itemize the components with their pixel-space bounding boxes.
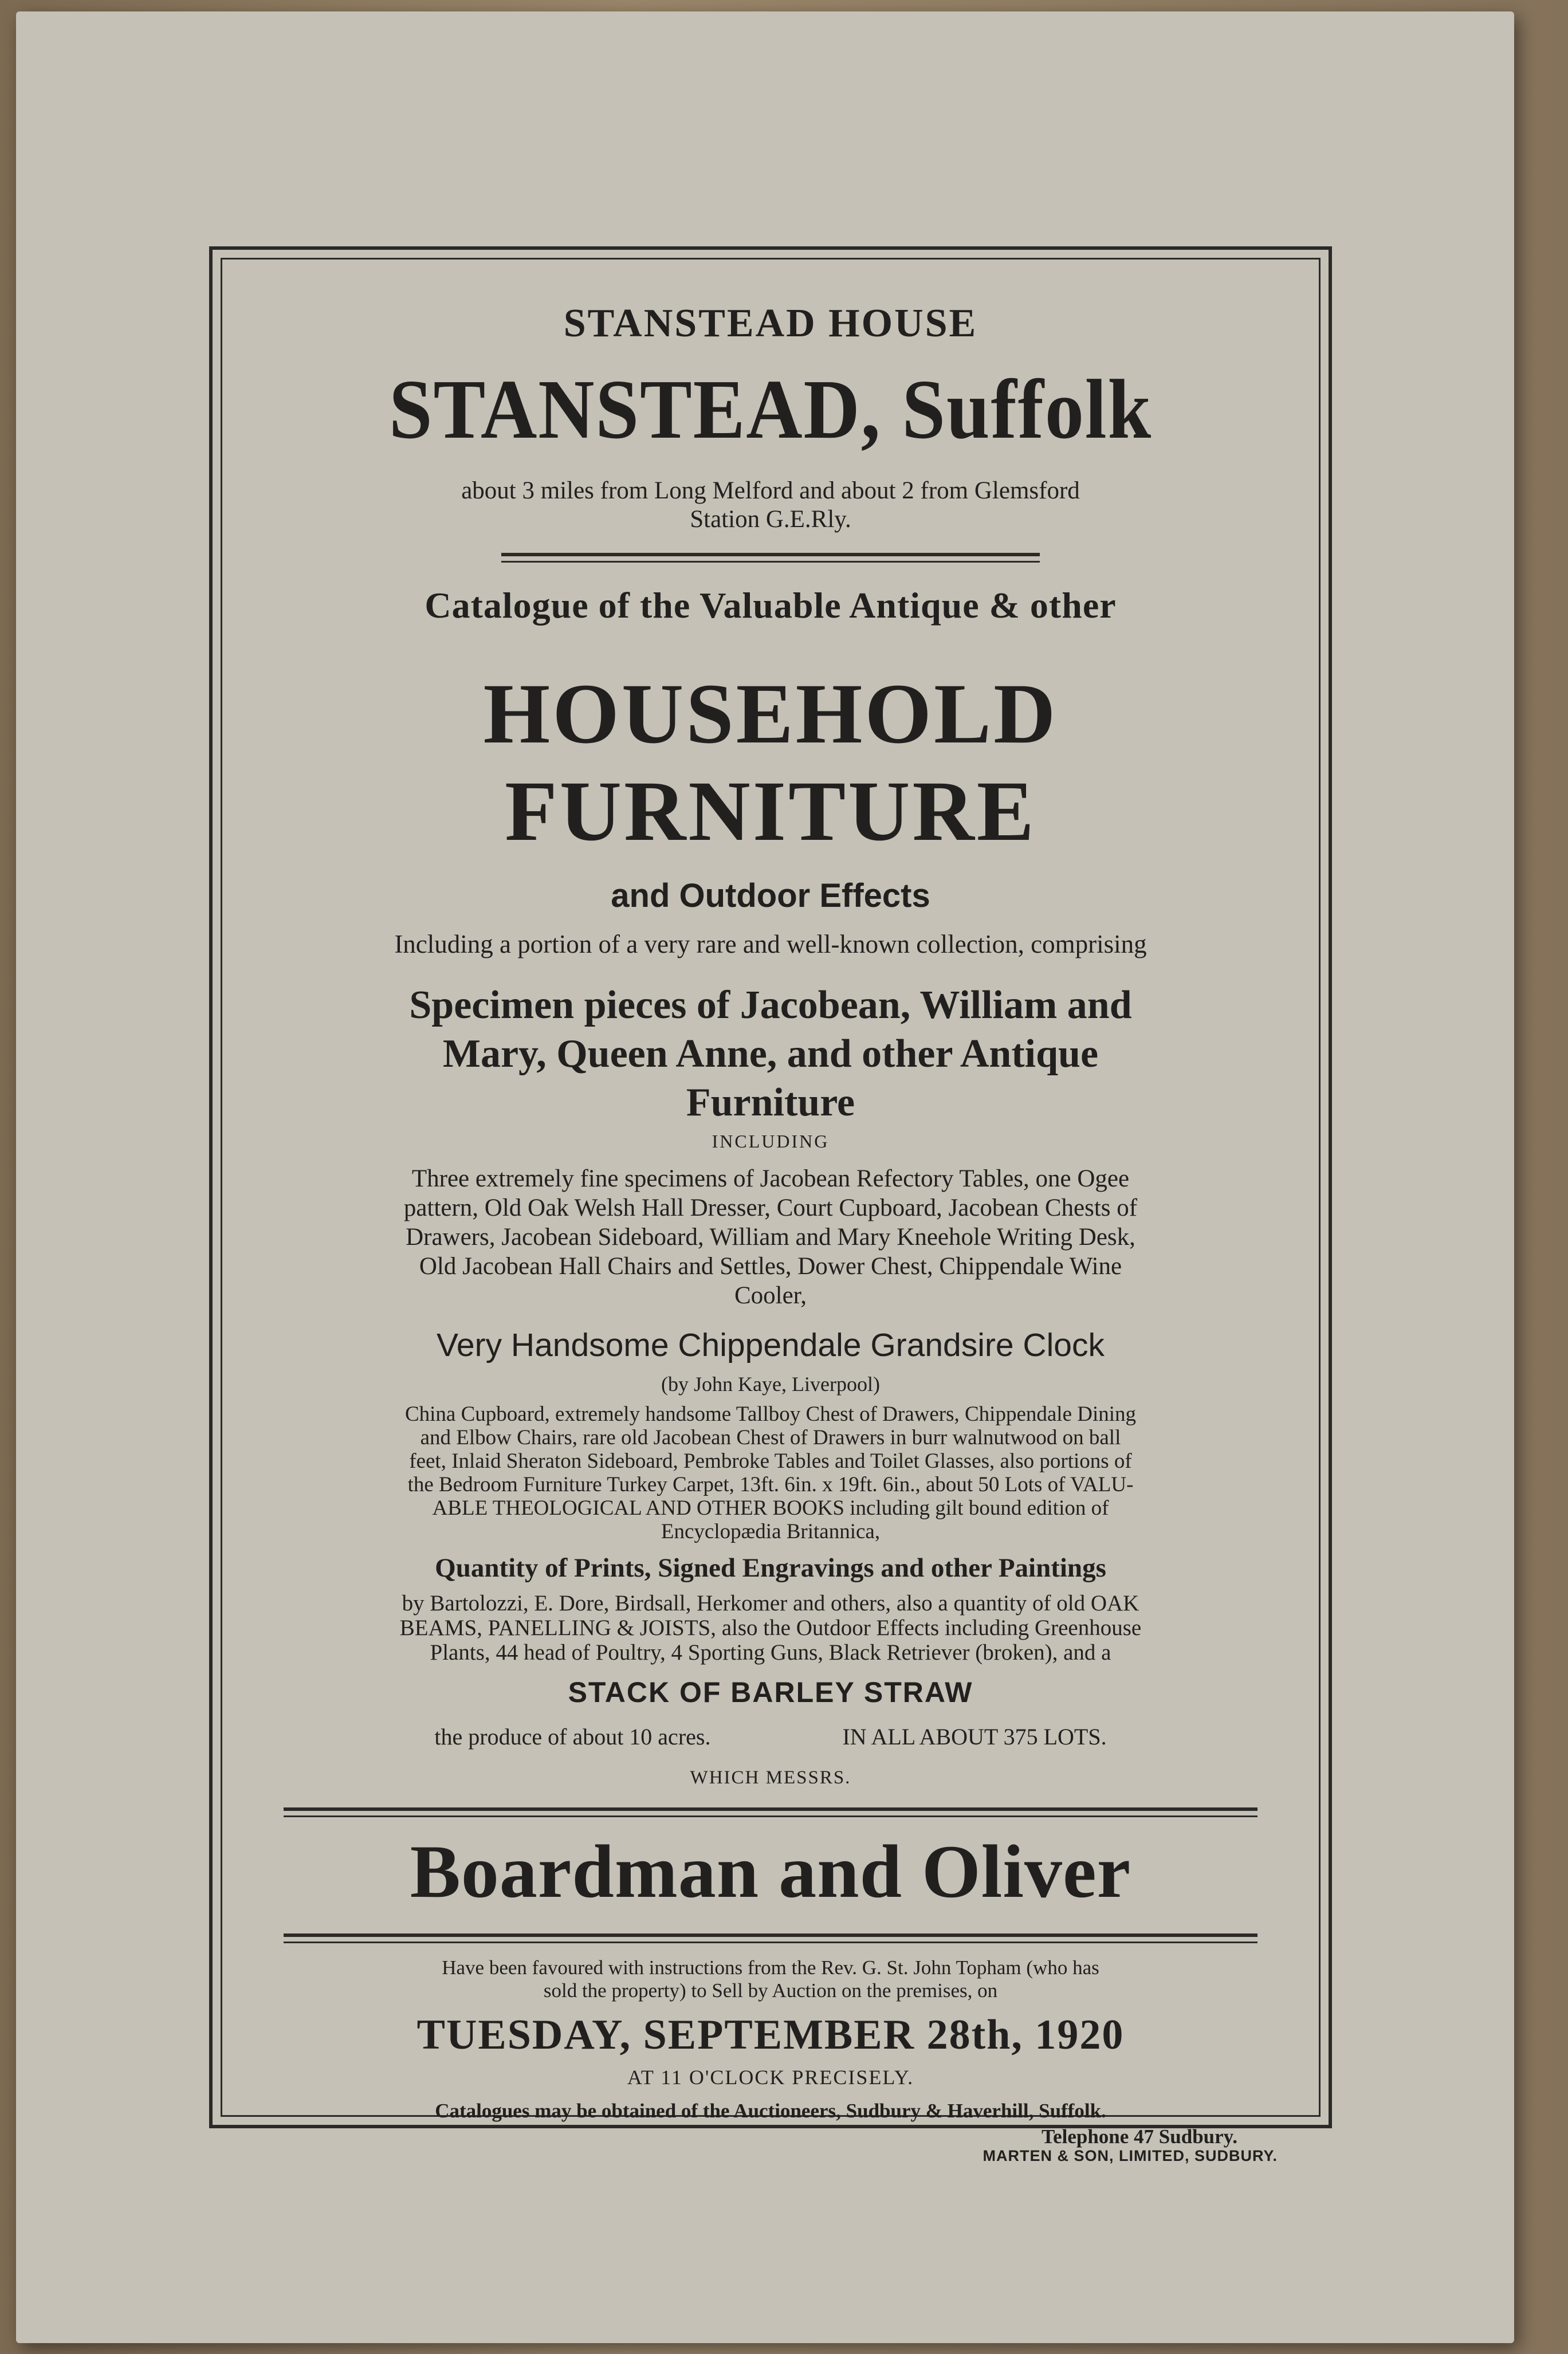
prints-heading: Quantity of Prints, Signed Engravings and other Paintings	[435, 1553, 1106, 1583]
clock-maker: (by John Kaye, Liverpool)	[661, 1373, 880, 1396]
location-line-1: about 3 miles from Long Melford and about 2 from Glemsford	[461, 477, 1080, 504]
stack-heading: STACK OF BARLEY STRAW	[568, 1676, 973, 1708]
produce-and-lots	[241, 1723, 1300, 1750]
auctioneer-name: Boardman and Oliver	[410, 1829, 1131, 1913]
list2-line-6: Encyclopædia Britannica,	[661, 1520, 881, 1543]
produce-text: the produce of about 10 acres.	[434, 1724, 711, 1750]
place-heading: STANSTEAD, Suffolk	[388, 363, 1153, 457]
telephone-line: Telephone 47 Sudbury.	[1041, 2125, 1237, 2148]
list2-line-2: and Elbow Chairs, rare old Jacobean Chest of Drawers in burr walnutwood on ball	[420, 1426, 1121, 1449]
auction-time: AT 11 O'CLOCK PRECISELY.	[627, 2066, 914, 2089]
catalogue-content	[241, 286, 1300, 2148]
subtitle-outdoor-effects: and Outdoor Effects	[611, 877, 930, 914]
title-household: HOUSEHOLD	[483, 666, 1058, 761]
double-rule-bottom	[284, 1933, 1257, 1943]
double-rule-middle	[284, 1807, 1257, 1817]
list1-line-3: Drawers, Jacobean Sideboard, William and Mary Kneehole Writing Desk,	[406, 1224, 1135, 1251]
specimen-line-3: Furniture	[686, 1080, 855, 1125]
title-furniture: FURNITURE	[505, 764, 1036, 859]
double-rule-top	[501, 553, 1040, 563]
instructions-line-1: Have been favoured with instructions from the Rev. G. St. John Topham (who has	[442, 1956, 1099, 1979]
specimen-line-1: Specimen pieces of Jacobean, William and	[409, 983, 1132, 1027]
list2-line-1: China Cupboard, extremely handsome Tallboy Chest of Drawers, Chippendale Dining	[404, 1402, 1137, 1426]
list1-line-1: Three extremely fine specimens of Jacobean Refectory Tables, one Ogee	[411, 1165, 1130, 1192]
clock-heading: Very Handsome Chippendale Grandsire Clock	[437, 1327, 1105, 1363]
list3-line-2: BEAMS, PANELLING & JOISTS, also the Outdoor Effects including Greenhouse	[399, 1616, 1142, 1640]
lots-text: IN ALL ABOUT 375 LOTS.	[842, 1724, 1107, 1750]
list1-line-4: Old Jacobean Hall Chairs and Settles, Dower Chest, Chippendale Wine	[419, 1253, 1122, 1280]
which-messrs: WHICH MESSRS.	[690, 1767, 851, 1788]
list2-line-3: feet, Inlaid Sheraton Sideboard, Pembroke Tables and Toilet Glasses, also portions of	[409, 1449, 1132, 1473]
house-name: STANSTEAD HOUSE	[563, 301, 978, 345]
location-line-2: Station G.E.Rly.	[690, 506, 851, 533]
instructions-line-2: sold the property) to Sell by Auction on the premises, on	[543, 1979, 998, 2002]
list3-line-1: by Bartolozzi, E. Dore, Birdsall, Herkomer and others, also a quantity of old OAK	[402, 1591, 1139, 1616]
catalogues-note: Catalogues may be obtained of the Auctioneers, Sudbury & Haverhill, Suffolk.	[435, 2100, 1106, 2122]
list3-line-3: Plants, 44 head of Poultry, 4 Sporting Guns, Black Retriever (broken), and a	[430, 1640, 1111, 1665]
list2-line-5: ABLE THEOLOGICAL AND OTHER BOOKS including gilt bound edition of	[432, 1496, 1109, 1520]
including-collection-line: Including a portion of a very rare and well-known collection, comprising	[394, 930, 1147, 958]
printer-imprint: MARTEN & SON, LIMITED, SUDBURY.	[983, 2147, 1278, 2164]
specimen-line-2: Mary, Queen Anne, and other Antique	[442, 1032, 1099, 1076]
catalogue-intro: Catalogue of the Valuable Antique & other	[425, 585, 1117, 626]
auction-date: TUESDAY, SEPTEMBER 28th, 1920	[416, 2011, 1125, 2058]
list2-line-4: the Bedroom Furniture Turkey Carpet, 13ft. 6in. x 19ft. 6in., about 50 Lots of VALU-	[407, 1473, 1134, 1496]
list1-line-5: Cooler,	[734, 1282, 807, 1309]
including-caps: INCLUDING	[712, 1131, 830, 1152]
list1-line-2: pattern, Old Oak Welsh Hall Dresser, Court Cupboard, Jacobean Chests of	[403, 1194, 1138, 1221]
